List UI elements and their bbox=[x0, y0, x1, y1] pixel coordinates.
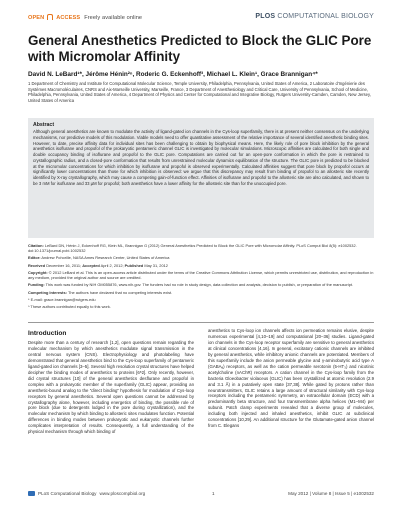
section-divider bbox=[28, 322, 374, 323]
abstract-heading: Abstract bbox=[33, 122, 55, 128]
funding-text: This work was funded by NIH GM055876, www.nih.gov. The funders had no role in study design, data collection and analysis, decision to publish, or preparation of the manuscript. bbox=[45, 282, 354, 288]
issue-info: May 2012 | Volume 8 | Issue 5 | e1002532 bbox=[288, 491, 374, 496]
journal-name bbox=[255, 13, 374, 20]
author-list: David N. LeBard¹*, Jérôme Hénin²ⁿ, Roderic G. Eckenhoff³, Michael L. Klein¹, Grace Brannigan⁴* bbox=[28, 71, 318, 78]
citation-text: LeBard DN, Hénin J, Eckenhoff RG, Klein ML, Brannigan G (2012) General Anesthetics Predicted to Block the GLIC Pore with Micromolar Affinity. PLoS Comput Biol 8(5): e1002532. doi:10.1371/journal.pcbi.1002532 bbox=[28, 243, 357, 254]
competing-interests-text: The authors have declared that no competing interests exist. bbox=[67, 289, 173, 295]
editor-line bbox=[28, 255, 374, 260]
affiliations: 1 Department of Chemistry and Institute for Computational Molecular Science, Temple University, Philadelphia, Pennsylvania, United States of America, 2 Laboratoire d'Ingénierie des Systèmes Macromoléculaires, CNRS and Aix-Marseille University, Marseille, France, 3 Department of Anesthesiology and Critical Care, University of Pennsylvania, School of Medicine, Philadelphia, Pennsylvania, United States of America, 4 Department of Physics and Center for Computational and Integrative Biology, Rutgers University-Camden, Camden, New Jersey, United States of America bbox=[28, 81, 371, 103]
editor-label: Editor: bbox=[28, 255, 41, 261]
journal-prefix: PLOS bbox=[255, 13, 276, 20]
competing-interests-label: Competing Interests: bbox=[28, 289, 67, 295]
email-text: * E-mail: grace.brannigan@rutgers.edu bbox=[28, 296, 96, 302]
intro-right-column: anesthetics to Cys-loop ion channels affects ion permeation remains elusive, despite numerous experimental [4,10–19] and computational [20–36] studies. Ligand-gated ion channels in the Cys-loop receptor superfamily are sensitive to general anesthetics at clinical concentrations [4,16]. In general, excitatory cationic channels are inhibited by general anesthetics, while inhibitory anionic channels are potentiated. Members of this superfamily include the anion permeable glycine and γ-aminobutyric acid type A (GABAₐ) receptors, as well as the cation permeable serotonin (5-HT₃) and nicotinic acetylcholine (nAChR) receptors. A cation channel in the Cys-loop family from the bacteria Gloeobacter violaceus (GLIC) has been crystallized at atomic resolution (2.9 and 3.1 Å) in a putatively open state [37,38]. While gated by protons rather than neurotransmitters, GLIC retains a large amount of structural similarity with Cys-loop receptors including the pentameric symmetry, an extracellular domain (ECD) with a predominantly beta structure, and four transmembrane alpha helices (M1–M4) per subunit. Patch clamp experiments revealed that a diverse group of molecules, including both injected and inhaled anesthetics, inhibit GLIC at subclinical concentrations [10,29]. An additional structure for the Glutamate-gated anion channel from C. Elegans bbox=[208, 328, 374, 429]
abstract-text: Although general anesthetics are known to modulate the activity of ligand-gated ion channels in the Cys-loop superfamily, there is at present neither consensus on the underlying mechanisms, nor predictive models of this modulation. Viable models need to offer quantitative assessment of the relative importance of several identified anesthetic binding sites. However, to date, precise affinity data for individual sites has been challenging to obtain by biophysical means. Here, the likely role of pore block inhibition by the general anesthetics isoflurane and propofol of the prokaryotic pentameric channel GLIC is investigated by molecular simulations. Microscopic affinities are calculated for both single and double occupancy binding of isoflurane and propofol to the GLIC pore. Computations are carried out for an open-pore conformation in which the pore is restrained to crystallographic radius, and a closed-pore conformation that results from unrestrained molecular dynamics equilibration of the structure. The GLIC pore is predicted to be blocked at the micromolar concentrations for which inhibition by isoflurane and propofol is observed experimentally. Calculated affinities suggest that pore block by propofol occurs at significantly lower concentrations than those for which inhibition is observed: we argue that this discrepancy may result from binding of propofol to an allosteric site recently identified by X-ray crystallography, which may cause a competing gain-of-function effect. Affinities of isoflurane and propofol to the allosteric site are also calculated, and shown to be 3 mM for isoflurane and 33 µM for propofol; both anesthetics have a lower affinity for the allosteric site than for the unoccupied pore. bbox=[33, 129, 369, 186]
citation-line bbox=[28, 243, 374, 253]
funding-line bbox=[28, 282, 374, 287]
dates-line bbox=[28, 263, 374, 268]
funding-label: Funding: bbox=[28, 282, 45, 288]
equal-contribution-note bbox=[28, 304, 374, 309]
footer-journal-name: PLoS Computational Biology bbox=[38, 491, 97, 496]
journal-title: COMPUTATIONAL BIOLOGY bbox=[277, 13, 374, 20]
article-title: General Anesthetics Predicted to Block the GLIC Pore with Micromolar Affinity bbox=[28, 33, 372, 64]
corresponding-email bbox=[28, 297, 374, 302]
page-footer bbox=[28, 491, 374, 499]
published-date: May 31, 2012 bbox=[144, 262, 168, 268]
page-number: 1 bbox=[212, 491, 215, 496]
oa-access-text: ACCESS bbox=[56, 15, 81, 21]
accepted-date: April 2, 2012; bbox=[100, 262, 124, 268]
received-label: Received bbox=[28, 262, 46, 268]
accepted-label: Accepted bbox=[82, 262, 100, 268]
footer-journal bbox=[28, 491, 145, 496]
published-label: Published bbox=[124, 262, 144, 268]
equal-contribution-text: ⁿ These authors contributed equally to this work. bbox=[28, 304, 111, 310]
citation-label: Citation: bbox=[28, 243, 44, 248]
copyright-label: Copyright: bbox=[28, 269, 48, 275]
introduction-heading: Introduction bbox=[28, 330, 67, 337]
open-access-badge bbox=[28, 15, 142, 21]
editor-text: Andrew Pohorille, NASA Ames Research Center, United States of America bbox=[41, 255, 170, 261]
article-metadata bbox=[28, 243, 374, 311]
footer-url[interactable]: www.ploscompbiol.org bbox=[99, 491, 146, 496]
competing-interests-line bbox=[28, 290, 374, 295]
journal-header-bar bbox=[28, 14, 374, 26]
received-date: December 16, 2011; bbox=[46, 262, 82, 268]
copyright-text: © 2012 LeBard et al. This is an open-access article distributed under the terms of the Creative Commons Attribution License, which permits unrestricted use, distribution, and reproduction in any medium, provided the original author and source are credited. bbox=[28, 269, 374, 281]
open-lock-icon bbox=[47, 14, 53, 20]
copyright-line bbox=[28, 270, 374, 280]
oa-open-text: OPEN bbox=[28, 15, 45, 21]
intro-left-column: Despite more than a century of research [1,2], open questions remain regarding the molecular mechanism by which anesthetics modulate signal transmission in the central nervous system (CNS). Electrophysiology and photolabeling have demonstrated that general anesthetics bind to the Cys-loop superfamily of pentameric ligand-gated ion channels [3–5]. Several high resolution crystal structures have helped decipher the binding modes of anesthetics to proteins [6⁸2]. Only recently, however, did crystal structures [10] of the general anesthetics desflurane and propofol in complex with a prokaryotic member of the superfamily (GLIC) appear, providing an anesthetic-bound analog to the “direct binding” hypothesis for modulation of Cys-loop receptors by general anesthetics. Several open questions cannot be addressed by crystallography alone, however, including energetics of binding, the possible role of pore block (due to detergents lodged in the pore during crystallization), and the molecular mechanism by which binding to allosteric sites modulates function. Potential differences in binding modes between prokaryotic and eukaryotic channels further complicates interpretation of results. Consequently, a full understanding of the physical mechanism through which binding of bbox=[28, 340, 194, 435]
abstract-panel bbox=[28, 118, 374, 238]
oa-freely-available: Freely available online bbox=[84, 15, 143, 21]
plos-logo-icon bbox=[28, 491, 35, 496]
